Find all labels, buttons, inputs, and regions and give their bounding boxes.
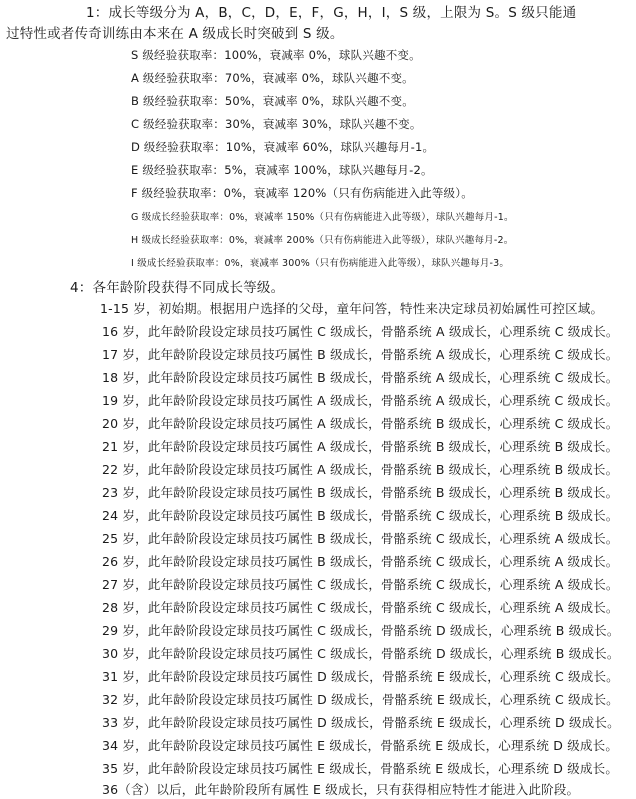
grade-b: B 级经验获取率：50%，衰减率 0%，球队兴趣不变。	[131, 94, 414, 108]
grade-s: S 级经验获取率：100%，衰减率 0%，球队兴趣不变。	[131, 48, 421, 62]
age-17: 17 岁，此年龄阶段设定球员技巧属性 B 级成长，骨骼系统 A 级成长，心理系统 C 级成长。	[102, 347, 619, 362]
intro-line-2: 过特性或者传奇训练由本来在 A 级成长时突破到 S 级。	[6, 26, 344, 42]
age-19: 19 岁，此年龄阶段设定球员技巧属性 A 级成长，骨骼系统 A 级成长，心理系统 C 级成长。	[102, 393, 619, 408]
age-28: 28 岁，此年龄阶段设定球员技巧属性 C 级成长，骨骼系统 C 级成长，心理系统 A 级成长。	[102, 600, 619, 615]
age-35: 35 岁，此年龄阶段设定球员技巧属性 E 级成长，骨骼系统 E 级成长，心理系统 D 级成长。	[102, 761, 619, 776]
age-16: 16 岁，此年龄阶段设定球员技巧属性 C 级成长，骨骼系统 A 级成长，心理系统 C 级成长。	[102, 324, 619, 339]
age-29: 29 岁，此年龄阶段设定球员技巧属性 C 级成长，骨骼系统 D 级成长，心理系统 B 级成长。	[102, 623, 620, 638]
grade-e: E 级经验获取率：5%，衰减率 100%，球队兴趣每月-2。	[131, 163, 433, 177]
age-34: 34 岁，此年龄阶段设定球员技巧属性 E 级成长，骨骼系统 E 级成长，心理系统 D 级成长。	[102, 738, 619, 753]
age-26: 26 岁，此年龄阶段设定球员技巧属性 B 级成长，骨骼系统 C 级成长，心理系统 A 级成长。	[102, 554, 619, 569]
grade-g: G 级成长经验获取率：0%，衰减率 150%（只有伤病能进入此等级），球队兴趣每月-1。	[131, 212, 514, 223]
grade-a: A 级经验获取率：70%，衰减率 0%，球队兴趣不变。	[131, 71, 414, 85]
age-30: 30 岁，此年龄阶段设定球员技巧属性 C 级成长，骨骼系统 D 级成长，心理系统 B 级成长。	[102, 646, 620, 661]
grade-h: H 级成长经验获取率：0%，衰减率 200%（只有伤病能进入此等级），球队兴趣每月-2。	[131, 235, 514, 246]
intro-line-1: 1：成长等级分为 A，B，C，D，E，F，G，H，I，S 级，上限为 S。S 级只能通	[86, 5, 577, 21]
age-33: 33 岁，此年龄阶段设定球员技巧属性 D 级成长，骨骼系统 E 级成长，心理系统 D 级成长。	[102, 715, 620, 730]
age-23: 23 岁，此年龄阶段设定球员技巧属性 B 级成长，骨骼系统 B 级成长，心理系统 B 级成长。	[102, 485, 619, 500]
age-24: 24 岁，此年龄阶段设定球员技巧属性 B 级成长，骨骼系统 C 级成长，心理系统 B 级成长。	[102, 508, 619, 523]
section-4-heading: 4：各年龄阶段获得不同成长等级。	[70, 280, 285, 296]
age-stage-end: 36（含）以后，此年龄阶段所有属性 E 级成长，只有获得相应特性才能进入此阶段。	[102, 782, 580, 797]
age-21: 21 岁，此年龄阶段设定球员技巧属性 A 级成长，骨骼系统 B 级成长，心理系统 B 级成长。	[102, 439, 619, 454]
grade-d: D 级经验获取率：10%，衰减率 60%，球队兴趣每月-1。	[131, 140, 435, 154]
age-22: 22 岁，此年龄阶段设定球员技巧属性 A 级成长，骨骼系统 B 级成长，心理系统 B 级成长。	[102, 462, 619, 477]
age-25: 25 岁，此年龄阶段设定球员技巧属性 B 级成长，骨骼系统 C 级成长，心理系统 A 级成长。	[102, 531, 619, 546]
age-stage-start: 1-15 岁，初始期。根据用户选择的父母，童年问答，特性来决定球员初始属性可控区域。	[100, 301, 604, 316]
age-31: 31 岁，此年龄阶段设定球员技巧属性 D 级成长，骨骼系统 E 级成长，心理系统 C 级成长。	[102, 669, 619, 684]
age-32: 32 岁，此年龄阶段设定球员技巧属性 D 级成长，骨骼系统 E 级成长，心理系统 C 级成长。	[102, 692, 619, 707]
age-27: 27 岁，此年龄阶段设定球员技巧属性 C 级成长，骨骼系统 C 级成长，心理系统 A 级成长。	[102, 577, 619, 592]
grade-c: C 级经验获取率：30%，衰减率 30%，球队兴趣不变。	[131, 117, 422, 131]
age-20: 20 岁，此年龄阶段设定球员技巧属性 A 级成长，骨骼系统 B 级成长，心理系统 C 级成长。	[102, 416, 619, 431]
grade-i: I 级成长经验获取率：0%，衰减率 300%（只有伤病能进入此等级），球队兴趣每月-3。	[131, 258, 510, 269]
grade-f: F 级经验获取率：0%，衰减率 120%（只有伤病能进入此等级）。	[131, 186, 473, 200]
age-18: 18 岁，此年龄阶段设定球员技巧属性 B 级成长，骨骼系统 A 级成长，心理系统 C 级成长。	[102, 370, 619, 385]
